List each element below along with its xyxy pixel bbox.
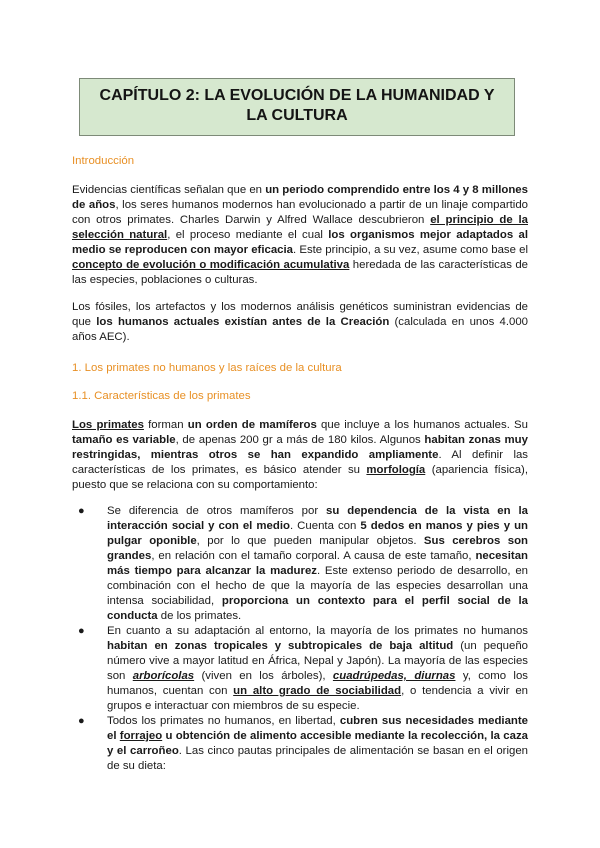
section-1-1-heading: 1.1. Características de los primates — [72, 390, 251, 402]
bullet-icon: ● — [78, 625, 85, 637]
bullet-icon: ● — [78, 505, 85, 517]
section-1-heading: 1. Los primates no humanos y las raíces de la cultura — [72, 362, 342, 374]
intro-paragraph: Evidencias científicas señalan que en un periodo comprendido entre los 4 y 8 millones de años, los seres humanos modernos han evolucionado a partir de un linaje compartido con otros primates. Charles Darwin y Alfred Wallace descubrieron el principio de la selección natural, el proceso mediante el cual los organismos mejor adaptados al medio se reproducen con mayor eficacia. Este principio, a su vez, asume como base el concepto de evolución o modificación acumulativa heredada de las características de las especies, poblaciones o culturas. — [72, 184, 528, 286]
intro-heading: Introducción — [72, 155, 135, 167]
list-item: ● Se diferencia de otros mamíferos por su dependencia de la vista en la interacción social y con el medio. Cuenta con 5 dedos en manos y pies y un pulgar oponible, por lo que pueden manipular objetos. Sus cerebros son grandes, en relación con el tamaño corporal. A causa de este tamaño, necesitan más tiempo para alcanzar la madurez. Este extenso periodo de desarrollo, en combinación con el hecho de que la mayoría de las especies desarrollan una intensa sociabilidad, proporciona un contexto para el perfil social de la conducta de los primates. — [78, 505, 529, 622]
bullet-icon: ● — [78, 715, 85, 727]
primates-paragraph: Los primates forman un orden de mamíferos que incluye a los humanos actuales. Su tamaño es variable, de apenas 200 gr a más de 180 kilos. Algunos habitan zonas muy restringidas, mientras otros se han expandido ampliamente. Al definir las características de los primates, es básico atender su morfología (apariencia física), puesto que se relaciona con su comportamiento: — [72, 419, 529, 491]
list-item: ● Todos los primates no humanos, en libertad, cubren sus necesidades mediante el forrajeo u obtención de alimento accesible mediante la recolección, la caza y el carroñeo. Las cinco pautas principales de alimentación se basan en el origen de su dieta: — [78, 715, 528, 772]
characteristics-list — [72, 504, 528, 774]
chapter-title-line-2: LA CULTURA — [246, 107, 348, 124]
fossils-paragraph: Los fósiles, los artefactos y los modernos análisis genéticos suministran evidencias de que los humanos actuales existían antes de la Creación (calculada en unos 4.000 años AEC). — [72, 301, 529, 343]
list-item: ● En cuanto a su adaptación al entorno, la mayoría de los primates no humanos habitan en zonas tropicales y subtropicales de baja altitud (un pequeño número vive a mayor latitud en África, Nepal y Japón). La mayoría de las especies son arborícolas (viven en los árboles), cuadrúpedas, diurnas y, como los humanos, cuentan con un alto grado de sociabilidad, o tendencia a vivir en grupos e interactuar con miembros de su especie. — [78, 625, 529, 712]
chapter-title-box — [79, 78, 515, 136]
chapter-title-line-1: CAPÍTULO 2: LA EVOLUCIÓN DE LA HUMANIDAD Y — [99, 87, 495, 104]
